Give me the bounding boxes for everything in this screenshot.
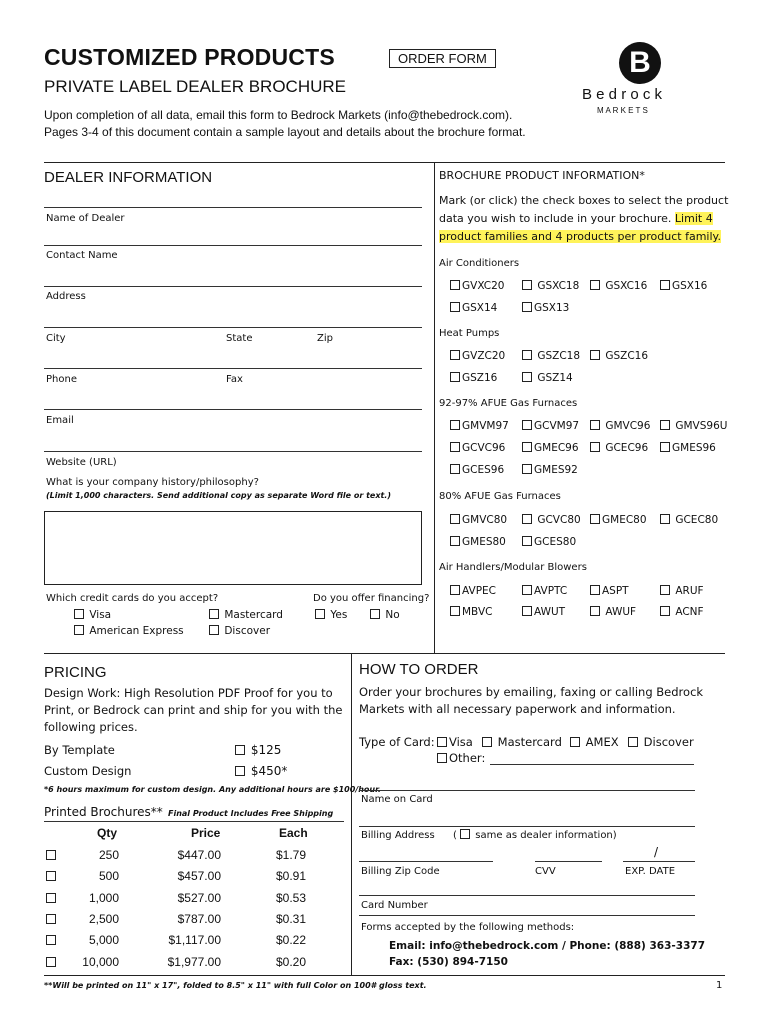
pricing-desc-2: Print, or Bedrock can print and ship for you with the	[44, 703, 343, 717]
product-checkbox[interactable]: GMVC96	[590, 420, 650, 432]
financing-question: Do you offer financing?	[313, 593, 430, 604]
ah-label: Air Handlers/Modular Blowers	[439, 562, 587, 573]
product-checkbox[interactable]: GSX14	[450, 302, 497, 314]
column-divider	[434, 162, 435, 653]
billing-address-label: Billing Address	[361, 830, 435, 841]
order-mastercard-checkbox[interactable]: Mastercard	[482, 735, 562, 749]
page-subtitle: PRIVATE LABEL DEALER BROCHURE	[44, 77, 346, 96]
order-visa-checkbox[interactable]: Visa	[437, 735, 473, 749]
product-checkbox[interactable]: GMES80	[450, 536, 506, 548]
dealer-name-field[interactable]	[44, 245, 422, 246]
other-card-field[interactable]	[490, 764, 694, 765]
card-type-label: Type of Card:	[359, 735, 435, 749]
mid-divider	[44, 653, 725, 654]
pricing-desc-1: Design Work: High Resolution PDF Proof for you to	[44, 686, 333, 700]
product-checkbox[interactable]: GMVM97	[450, 420, 509, 432]
cards-question: Which credit cards do you accept?	[46, 593, 219, 604]
fax-line: Fax: (530) 894-7150	[389, 956, 508, 968]
history-textarea[interactable]	[44, 511, 422, 585]
footer-note: **Will be printed on 11" x 17", folded to 8.5" x 11" with full Color on 100# gloss text.	[44, 981, 427, 990]
product-checkbox[interactable]: GCES96	[450, 464, 504, 476]
city-label: City	[46, 333, 66, 344]
page-title: CUSTOMIZED PRODUCTS	[44, 44, 335, 70]
product-checkbox[interactable]: GSZC16	[590, 350, 648, 362]
billing-zip-label: Billing Zip Code	[361, 866, 440, 877]
product-checkbox[interactable]: GSZC18	[522, 350, 580, 362]
billing-address-field[interactable]	[359, 826, 695, 827]
product-checkbox[interactable]: GVZC20	[450, 350, 505, 362]
card-mastercard-checkbox[interactable]: Mastercard	[209, 609, 283, 621]
custom-checkbox[interactable]: $450*	[235, 764, 287, 778]
contact-name-field[interactable]	[44, 286, 422, 287]
product-checkbox[interactable]: GMES92	[522, 464, 578, 476]
order-other-checkbox[interactable]: Other:	[437, 751, 485, 765]
address-field[interactable]	[44, 327, 422, 328]
product-checkbox[interactable]: GCVC80	[522, 514, 581, 526]
fax-label: Fax	[226, 374, 243, 385]
product-checkbox[interactable]: AWUF	[590, 606, 636, 618]
col-price-header: Price	[191, 826, 221, 840]
bottom-column-divider	[351, 653, 352, 975]
template-label: By Template	[44, 743, 115, 757]
card-amex-checkbox[interactable]: American Express	[74, 625, 184, 637]
product-checkbox[interactable]: ASPT	[590, 585, 629, 597]
card-number-label: Card Number	[361, 900, 428, 911]
intro-line-2: Pages 3-4 of this document contain a sample layout and details about the brochure format.	[44, 125, 526, 139]
contact-line: Email: info@thebedrock.com / Phone: (888) 363-3377	[389, 940, 705, 952]
product-checkbox[interactable]: GSXC16	[590, 280, 647, 292]
history-label: What is your company history/philosophy?	[46, 477, 259, 488]
bedrock-logo-icon: B	[619, 42, 661, 84]
name-on-card-label: Name on Card	[361, 794, 433, 805]
page-number: 1	[716, 980, 723, 991]
brochure-instr-1: Mark (or click) the check boxes to select the product	[439, 194, 729, 207]
product-checkbox[interactable]: AVPEC	[450, 585, 496, 597]
brochure-instr-3: product families and 4 products per product family.	[439, 230, 721, 243]
same-as-dealer-checkbox[interactable]: ( same as dealer information)	[453, 830, 617, 841]
address-label: Address	[46, 291, 86, 302]
template-checkbox[interactable]: $125	[235, 743, 281, 757]
order-amex-checkbox[interactable]: AMEX	[570, 735, 619, 749]
order-discover-checkbox[interactable]: Discover	[628, 735, 694, 749]
product-checkbox[interactable]: GSX13	[522, 302, 569, 314]
product-checkbox[interactable]: AVPTC	[522, 585, 567, 597]
billing-zip-field[interactable]	[359, 861, 493, 862]
exp-date-field[interactable]	[623, 861, 695, 862]
col-qty-header: Qty	[97, 826, 118, 840]
phone-label: Phone	[46, 374, 77, 385]
pricing-heading: PRICING	[44, 664, 107, 681]
order-heading: HOW TO ORDER	[359, 661, 479, 678]
history-note: (Limit 1,000 characters. Send additional copy as separate Word file or text.)	[46, 491, 391, 500]
product-checkbox[interactable]: ACNF	[660, 606, 704, 618]
product-checkbox[interactable]: GSX16	[660, 280, 707, 292]
email-field[interactable]	[44, 451, 422, 452]
order-desc-1: Order your brochures by emailing, faxing or calling Bedrock	[359, 685, 704, 699]
product-checkbox[interactable]: GCVC96	[450, 442, 505, 454]
product-checkbox[interactable]: GMEC80	[590, 514, 647, 526]
f80-label: 80% AFUE Gas Furnaces	[439, 491, 561, 502]
dealer-heading: DEALER INFORMATION	[44, 169, 213, 186]
cvv-label: CVV	[535, 866, 556, 877]
brochure-instr-2: data you wish to include in your brochure. Limit 4	[439, 212, 713, 225]
product-checkbox[interactable]: MBVC	[450, 606, 492, 618]
pricing-desc-3: following prices.	[44, 720, 138, 734]
financing-no-checkbox[interactable]: No	[370, 609, 400, 621]
logo-tagline: M A R K E T S	[597, 106, 648, 115]
state-label: State	[226, 333, 253, 344]
custom-label: Custom Design	[44, 764, 132, 778]
product-checkbox[interactable]: GCES80	[522, 536, 576, 548]
forms-accepted: Forms accepted by the following methods:	[361, 922, 575, 933]
product-checkbox[interactable]: GMEC96	[522, 442, 579, 454]
order-form-badge: ORDER FORM	[389, 49, 496, 68]
product-checkbox[interactable]: GMVC80	[450, 514, 507, 526]
product-checkbox[interactable]: AWUT	[522, 606, 565, 618]
order-desc-2: Markets with all necessary paperwork and information.	[359, 702, 676, 716]
financing-yes-checkbox[interactable]: Yes	[315, 609, 347, 621]
f92-label: 92-97% AFUE Gas Furnaces	[439, 398, 578, 409]
product-checkbox[interactable]: GCVM97	[522, 420, 579, 432]
bottom-divider	[44, 975, 725, 976]
website-label: Website (URL)	[46, 457, 117, 468]
card-number-field[interactable]	[359, 895, 695, 896]
product-checkbox[interactable]: GMVS96U	[660, 420, 727, 432]
cvv-field[interactable]	[535, 861, 602, 862]
printed-note: Final Product Includes Free Shipping	[168, 809, 334, 818]
exp-date-label: EXP. DATE	[625, 866, 676, 877]
intro-line-1: Upon completion of all data, email this form to Bedrock Markets (info@thebedrock.com).	[44, 108, 513, 122]
custom-note: *6 hours maximum for custom design. Any additional hours are $100/hour.	[44, 785, 381, 794]
brochure-heading: BROCHURE PRODUCT INFORMATION*	[439, 169, 645, 182]
contact-name-label: Contact Name	[46, 250, 118, 261]
exp-slash: /	[654, 845, 659, 859]
product-checkbox[interactable]: GSXC18	[522, 280, 579, 292]
card-visa-checkbox[interactable]: Visa	[74, 609, 111, 621]
email-label: Email	[46, 415, 74, 426]
hp-label: Heat Pumps	[439, 328, 500, 339]
product-checkbox[interactable]: ARUF	[660, 585, 704, 597]
printed-label: Printed Brochures**	[44, 805, 163, 819]
product-checkbox[interactable]: GSZ14	[522, 372, 573, 384]
card-discover-checkbox[interactable]: Discover	[209, 625, 270, 637]
product-checkbox[interactable]: GMES96	[660, 442, 716, 454]
zip-label: Zip	[317, 333, 333, 344]
product-checkbox[interactable]: GCEC80	[660, 514, 718, 526]
product-checkbox[interactable]: GSZ16	[450, 372, 497, 384]
name-on-card-field[interactable]	[359, 790, 695, 791]
ac-label: Air Conditioners	[439, 258, 520, 269]
dealer-name-label: Name of Dealer	[46, 213, 125, 224]
product-checkbox[interactable]: GVXC20	[450, 280, 504, 292]
city-state-zip-field[interactable]	[44, 368, 422, 369]
col-each-header: Each	[279, 826, 308, 840]
phone-fax-field[interactable]	[44, 409, 422, 410]
top-divider	[44, 162, 725, 163]
product-checkbox[interactable]: GCEC96	[590, 442, 648, 454]
logo-name: B e d r o c k	[582, 86, 663, 103]
